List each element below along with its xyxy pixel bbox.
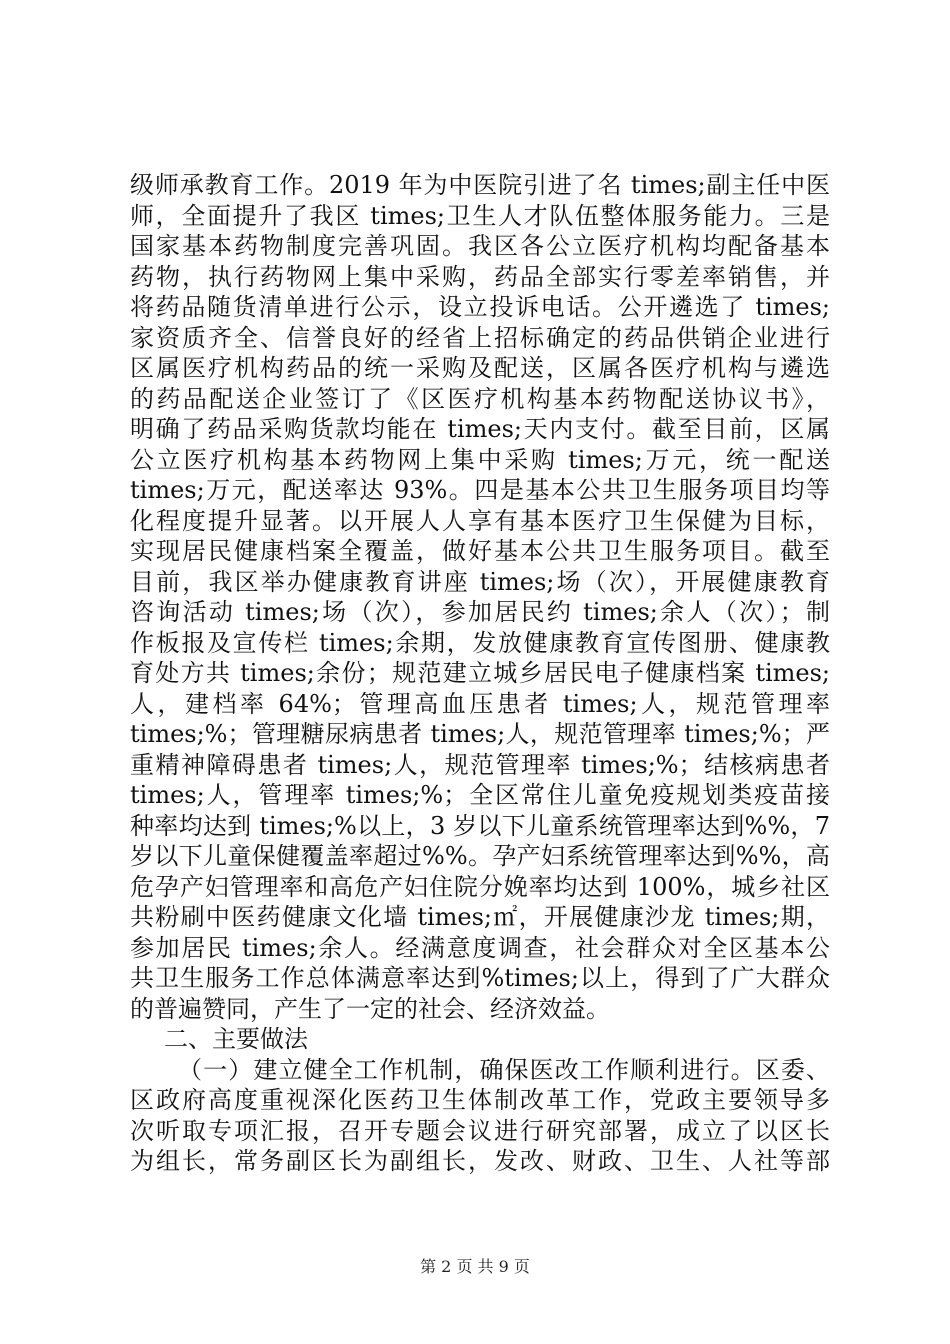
text-line: 国家基本药物制度完善巩固。我区各公立医疗机构均配备基本 <box>130 232 830 260</box>
text-line: 级师承教育工作。2019 年为中医院引进了名 times;副主任中医 <box>130 171 830 199</box>
text-line: times;%；管理糖尿病患者 times;人，规范管理率 times;%；严 <box>130 720 830 748</box>
text-line: 人，建档率 64%；管理高血压患者 times;人，规范管理率 <box>130 689 830 718</box>
text-line: 重精神障碍患者 times;人，规范管理率 times;%；结核病患者 <box>130 750 830 779</box>
text-line: 岁以下儿童保健覆盖率超过%%。孕产妇系统管理率达到%%，高 <box>130 842 830 870</box>
text-line: 为组长，常务副区长为副组长，发改、财政、卫生、人社等部 <box>130 1147 830 1175</box>
text-line: 将药品随货清单进行公示，设立投诉电话。公开遴选了 times; <box>130 293 830 321</box>
text-line: 咨询活动 times;场（次），参加居民约 times;余人（次）；制 <box>130 598 830 626</box>
text-line: 药物，执行药物网上集中采购，药品全部实行零差率销售，并 <box>130 262 830 291</box>
section-heading: 二、主要做法 <box>164 1025 308 1053</box>
text-line: 危孕产妇管理率和高危产妇住院分娩率均达到 100%，城乡社区 <box>130 872 830 901</box>
text-line: 师，全面提升了我区 times;卫生人才队伍整体服务能力。三是 <box>130 201 830 230</box>
text-line: 种率均达到 times;%以上，3 岁以下儿童系统管理率达到%%，7 <box>130 811 830 840</box>
text-line: 家资质齐全、信誉良好的经省上招标确定的药品供销企业进行 <box>130 323 830 352</box>
text-line: 区政府高度重视深化医药卫生体制改革工作，党政主要领导多 <box>130 1086 830 1114</box>
text-line: 共卫生服务工作总体满意率达到%times;以上，得到了广大群众 <box>130 964 830 992</box>
page-number: 第 2 页 共 9 页 <box>420 1257 530 1276</box>
text-line: 目前，我区举办健康教育讲座 times;场（次），开展健康教育 <box>130 567 830 596</box>
text-line: （一）建立健全工作机制，确保医改工作顺利进行。区委、 <box>178 1055 830 1084</box>
text-line: 实现居民健康档案全覆盖，做好基本公共卫生服务项目。截至 <box>130 537 830 565</box>
text-line: 的药品配送企业签订了《区医疗机构基本药物配送协议书》， <box>130 384 830 413</box>
text-line: 化程度提升显著。以开展人人享有基本医疗卫生保健为目标， <box>130 506 830 535</box>
document-body <box>130 170 830 1177</box>
text-line: 的普遍赞同，产生了一定的社会、经济效益。 <box>130 994 610 1023</box>
text-line: 参加居民 times;余人。经满意度调查，社会群众对全区基本公 <box>130 933 830 962</box>
text-line: 作板报及宣传栏 times;余期，发放健康教育宣传图册、健康教 <box>130 628 830 657</box>
text-line: 明确了药品采购货款均能在 times;天内支付。截至目前，区属 <box>130 415 830 443</box>
text-line: times;人，管理率 times;%；全区常住儿童免疫规划类疫苗接 <box>130 781 830 809</box>
text-line: 区属医疗机构药品的统一采购及配送，区属各医疗机构与遴选 <box>130 354 830 382</box>
text-line: 共粉刷中医药健康文化墙 times;㎡，开展健康沙龙 times;期， <box>130 903 830 931</box>
text-line: 次听取专项汇报，召开专题会议进行研究部署，成立了以区长 <box>130 1116 830 1145</box>
text-line: times;万元，配送率达 93%。四是基本公共卫生服务项目均等 <box>130 476 830 504</box>
text-line: 育处方共 times;余份；规范建立城乡居民电子健康档案 times; <box>130 659 830 687</box>
text-line: 公立医疗机构基本药物网上集中采购 times;万元，统一配送 <box>130 445 830 474</box>
